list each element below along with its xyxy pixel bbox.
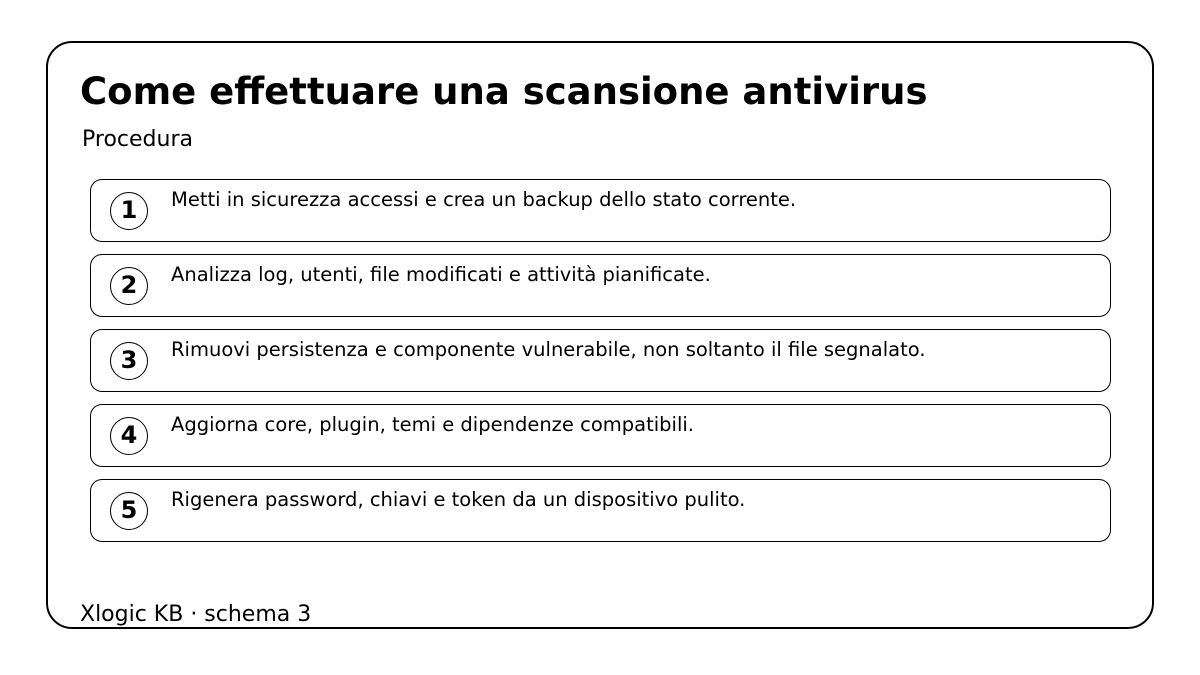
step-text: Rigenera password, chiavi e token da un dispositivo pulito. bbox=[171, 488, 746, 511]
steps-list bbox=[90, 179, 1111, 554]
step-item-4 bbox=[90, 404, 1111, 467]
step-text: Aggiorna core, plugin, temi e dipendenze compatibili. bbox=[171, 413, 694, 436]
section-subtitle: Procedura bbox=[82, 127, 193, 152]
step-item-2 bbox=[90, 254, 1111, 317]
footer-caption: Xlogic KB · schema 3 bbox=[80, 602, 312, 627]
step-text: Metti in sicurezza accessi e crea un backup dello stato corrente. bbox=[171, 188, 797, 211]
step-number-badge: 4 bbox=[110, 417, 148, 455]
step-text: Analizza log, utenti, file modificati e attività pianificate. bbox=[171, 263, 711, 286]
step-item-3 bbox=[90, 329, 1111, 392]
step-number-badge: 1 bbox=[110, 192, 148, 230]
step-item-1 bbox=[90, 179, 1111, 242]
step-text: Rimuovi persistenza e componente vulnerabile, non soltanto il file segnalato. bbox=[171, 338, 926, 361]
step-number-badge: 5 bbox=[110, 492, 148, 530]
step-number-badge: 2 bbox=[110, 267, 148, 305]
step-number-badge: 3 bbox=[110, 342, 148, 380]
page-title: Come effettuare una scansione antivirus bbox=[80, 70, 928, 113]
step-item-5 bbox=[90, 479, 1111, 542]
